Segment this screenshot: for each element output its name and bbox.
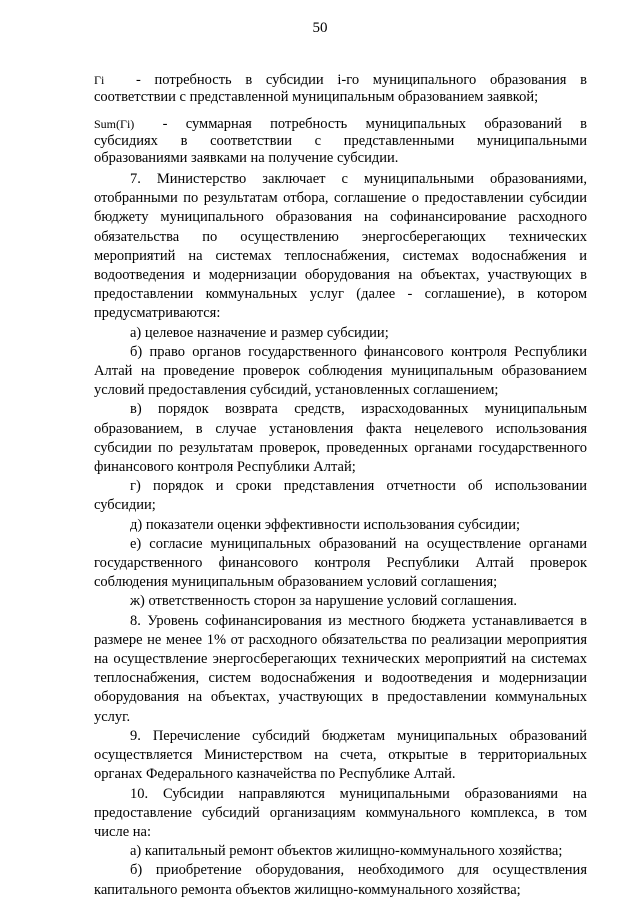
page-number: 50 [312, 20, 328, 36]
definition-text: - суммарная потребность муниципальных образований в [162, 116, 588, 132]
definition-symbol: Гi [94, 73, 105, 87]
definition-text: - потребность в субсидии i-го муниципального образования в [135, 72, 588, 88]
paragraph: а) целевое назначение и размер субсидии; [130, 324, 389, 341]
paragraph: б) приобретение оборудования, необходимого для осуществления капитального ремонта объектов жилищно-коммунального хозяйства; [94, 862, 587, 898]
paragraph: г) порядок и сроки представления отчетности об использовании субсидии; [94, 478, 587, 514]
paragraph: а) капитальный ремонт объектов жилищно-коммунального хозяйства; [130, 843, 563, 860]
definition-2 [94, 116, 587, 167]
paragraph: е) согласие муниципальных образований на осуществление органами государственного финансового контроля Республики Алтай проверок соблюдения муниципальным образованием условий соглашения; [94, 535, 587, 591]
paragraph: ж) ответственность сторон за нарушение условий соглашения. [130, 593, 518, 610]
paragraph: д) показатели оценки эффективности использования субсидии; [130, 516, 520, 533]
paragraph: 8. Уровень софинансирования из местного бюджета устанавливается в размере не менее 1% от расходного обязательства по реализации мероприятия на осуществление энергосберегающих технических мероприятий на системах теплоснабжения, систем водоснабжения и водоотведения и модернизации оборудования на объектах, участвующих в предоставлении коммунальных услуг. [94, 612, 587, 725]
definition-symbol: Sum(Гi) [94, 117, 135, 131]
paragraph: 9. Перечисление субсидий бюджетам муниципальных образований осуществляется Министерством на счета, открытые в территориальных органах Федерального казначейства по Республике Алтай. [94, 727, 587, 783]
definition-text-rest: соответствии с представленной муниципальным образованием заявкой; [94, 89, 539, 105]
main-text [94, 170, 587, 900]
definition-text-rest: субсидиях в соответствии с представленными муниципальными образованиями заявками на получение субсидии. [94, 133, 587, 166]
paragraph: б) право органов государственного финансового контроля Республики Алтай на проведение проверок соблюдения муниципальным образованием условий предоставления субсидий, установленных соглашением; [94, 343, 587, 399]
paragraph: 10. Субсидии направляются муниципальными образованиями на предоставление субсидий организациям коммунального комплекса, в том числе на: [94, 785, 587, 840]
paragraph: 7. Министерство заключает с муниципальными образованиями, отобранными по результатам отбора, соглашение о предоставлении субсидии бюджету муниципального образования на софинансирование расходного обязательства по осуществлению энергосберегающих технических мероприятий на системах теплоснабжения, системах водоснабжения и водоотведения и модернизации оборудования на объектах, участвующих в предоставлении коммунальных услуг (далее - соглашение), в котором предусматриваются: [94, 171, 587, 322]
paragraph: в) порядок возврата средств, израсходованных муниципальным образованием, в случае установления факта нецелевого использования субсидии по результатам проверок, проведенных органами государственного финансового контроля Республики Алтай; [94, 401, 587, 476]
definition-1 [94, 72, 587, 106]
